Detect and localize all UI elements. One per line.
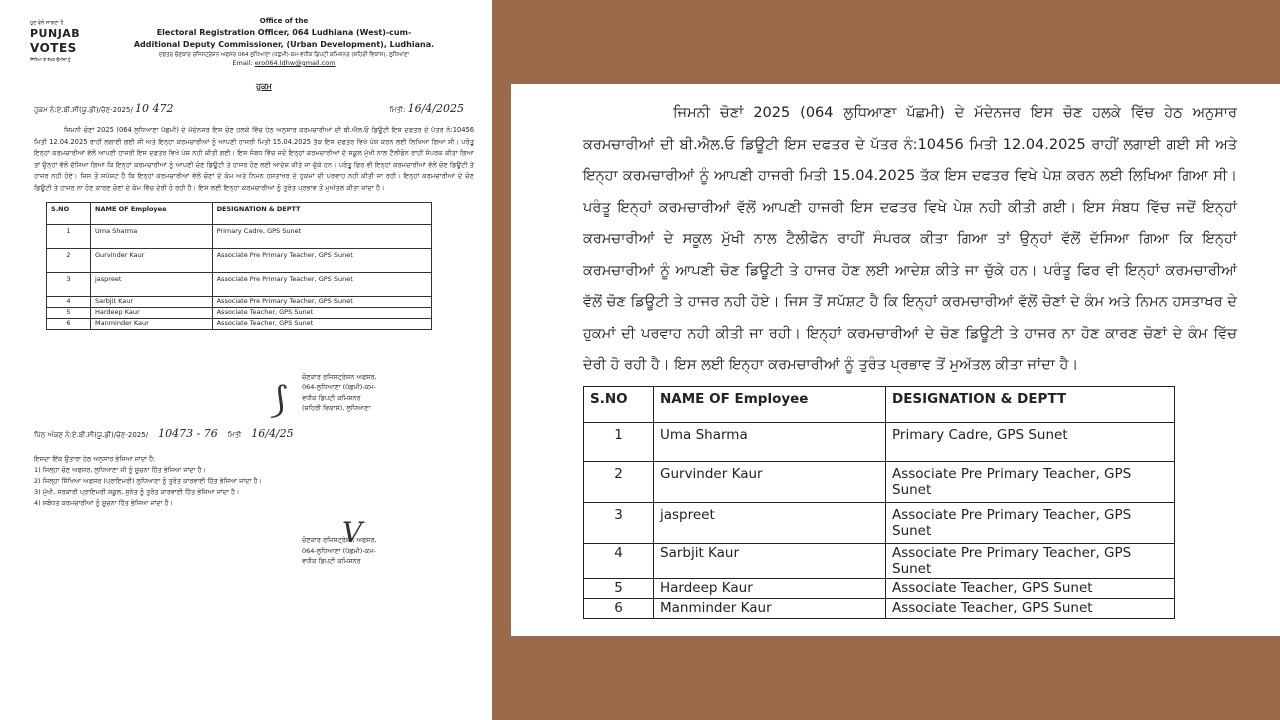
order-date-label: ਮਿਤੀ: — [389, 105, 406, 114]
para-line: ਪਰੰਤੂ ਫਿਰ ਵੀ ਇਨ੍ਹਾਂ ਕਰਮਚਾਰੀਆਂ ਵੱਲੋਂ ਚੋਣ ਡਿਊਟੀ ਤੇ ਹਾਜਰ ਨਹੀ ਹੋਏ। ਜਿਸ ਤੋਂ ਸਪੱਸ਼ਟ ਹੈ ਕਿ ਇਨ੍ਹਾਂ — [583, 262, 1237, 310]
table-row — [584, 598, 1175, 618]
endorsement-date-label: ਮਿਤੀ — [227, 430, 242, 439]
para-line: ਸੀ ਅਤੇ ਇਨ੍ਹਾ ਕਰਮਚਾਰੀਆਂ ਨੂੰ ਆਪਣੀ ਹਾਜਰੀ ਮਿਤੀ 15.04.2025 ਤੱਕ ਇਸ ਦਫਤਰ ਵਿਖੇ ਪੇਸ਼ ਕਰਨ ਲਈ — [137, 137, 407, 146]
table-row — [47, 249, 432, 273]
order-date — [390, 101, 464, 118]
para-line: ਕਰਮਚਾਰੀਆਂ ਨੂੰ ਤੁਰੰਤ ਪ੍ਰਭਾਵ ਤੋਂ ਮੁਅੱਤਲ ਕੀਤਾ ਜਾਂਦਾ ਹੈ। — [241, 183, 385, 192]
cell-designation: Associate Pre Primary Teacher, GPS Sunet — [212, 249, 431, 273]
para-line: ਜਿਮਨੀ ਚੋਣਾਂ 2025 (064 ਲੁਧਿਆਣਾ ਪੱਛਮੀ) ਦੇ ਮੱਦੇਨਜਰ ਇਸ ਚੋਣ ਹਲਕੇ ਵਿੱਚ ਹੇਠ ਅਨੁਸਾਰ — [64, 126, 297, 134]
para-line: ਦੱਸਿਆ ਗਿਆ ਕਿ ਇਨ੍ਹਾਂ ਕਰਮਚਾਰੀਆਂ ਨੂੰ ਆਪਣੀ ਚੋਣ ਡਿਊਟੀ ਤੇ ਹਾਜਰ ਹੋਣ ਲਈ ਆਦੇਸ਼ ਕੀਤੇ ਜਾ ਚੁੱਕੇ ਹਨ। — [583, 231, 1238, 279]
signature-line: ਚੋਣਕਾਰ ਰਜਿਸਟ੍ਰੇਸ਼ਨ ਅਫਸਰ, — [302, 536, 377, 545]
para-line: ਕਰਮਚਾਰੀਆਂ ਵੱਲੋਂ ਚੋਣਾਂ ਦੇ ਕੰਮ ਅਤੇ ਨਿਮਨ ਹਸਤਾਖਰ ਦੇ ਹੁਕਮਾਂ ਦੀ ਪਰਵਾਹ ਨਹੀ ਕੀਤੀ ਜਾ ਰਹੀ। ਇਨ੍ਹਾਂ — [156, 172, 420, 181]
endorsement-date-value: 16/4/25 — [251, 426, 294, 440]
cell-name: Uma Sharma — [91, 225, 213, 249]
order-heading: ਹੁਕਮ — [256, 81, 272, 91]
cell-sno: 4 — [584, 543, 654, 578]
cell-sno: 6 — [584, 598, 654, 618]
cell-designation: Associate Teacher, GPS Sunet — [212, 319, 431, 330]
cell-designation: Associate Teacher, GPS Sunet — [212, 308, 431, 319]
order-date-value: 16/4/2025 — [407, 101, 464, 115]
para-line: ਕਰਮਚਾਰੀਆਂ ਦੀ ਬੀ.ਐਲ.ਓ ਡਿਊਟੀ ਇਸ ਦਫਤਰ ਦੇ ਪੱਤਰ ਨੰ:10456 ਮਿਤੀ 12.04.2025 ਰਾਹੀਂ ਲਗਾਈ ਗਈ — [583, 136, 1191, 153]
signature-line: ਚੋਣਕਾਰ ਰਜਿਸਟ੍ਰੇਸ਼ਨ ਅਫਸਰ, — [302, 373, 377, 382]
signature-line: 064-ਲੁਧਿਆਣਾ (ਪੱਛਮੀ)-ਕਮ- — [302, 383, 376, 392]
office-line3: Additional Deputy Commissioner, (Urban Development), Ludhiana. — [133, 39, 435, 49]
logo-top-text: ਹੁਣ ਵੇਲੇ ਜਾਗਣਾ ਹੈ — [30, 20, 64, 26]
punjab-votes-logo — [30, 20, 90, 63]
header-name: NAME OF Employee — [654, 386, 886, 422]
para-line: ਲਿਖਿਆ ਗਿਆ ਸੀ। ਪਰੰਤੂ ਇਨ੍ਹਾਂ ਕਰਮਚਾਰੀਆਂ ਵੱਲੋਂ ਆਪਣੀ ਹਾਜਰੀ ਇਸ ਦਫਤਰ ਵਿਖੇ ਪੇਸ਼ ਨਹੀ ਕੀਤੀ ਗਈ। — [583, 168, 1237, 216]
office-email — [94, 59, 474, 69]
cell-designation: Associate Teacher, GPS Sunet — [886, 578, 1175, 598]
cell-sno: 4 — [47, 297, 91, 308]
cell-name: Manminder Kaur — [91, 319, 213, 330]
para-line: ਕਰਮਚਾਰੀਆਂ ਦੀ ਬੀ.ਐਲ.ਓ ਡਿਊਟੀ ਇਸ ਦਫਤਰ ਦੇ ਪੱਤਰ ਨੰ:10456 ਮਿਤੀ 12.04.2025 ਰਾਹੀਂ ਲਗਾਈ ਗਈ — [34, 126, 474, 146]
cell-sno: 5 — [47, 308, 91, 319]
table-row — [584, 578, 1175, 598]
signature-mark-icon: V — [342, 516, 363, 550]
table-row — [47, 225, 432, 249]
signature-block — [272, 372, 474, 422]
table-row — [47, 297, 432, 308]
signature-mark-icon: ⟆ — [272, 380, 287, 422]
table-row — [584, 543, 1175, 578]
logo-brand-line2: VOTES — [30, 41, 77, 56]
para-line: ਇਸ ਸੰਬਧ ਵਿੱਚ ਜਦੋਂ ਇਨ੍ਹਾਂ ਕਰਮਚਾਰੀਆਂ ਦੇ ਸਕੂਲ ਮੁੱਖੀ ਨਾਲ ਟੈਲੀਫੋਨ ਰਾਹੀਂ ਸੰਪਰਕ ਕੀਤਾ ਗਿਆ ਤਾਂ ਉਨ੍ਹਾਂ ਵੱਲੋਂ — [34, 149, 474, 169]
scanned-order-page — [0, 0, 492, 720]
cell-sno: 5 — [584, 578, 654, 598]
table-row — [584, 502, 1175, 543]
endorsement-prefix: ਪਿੱਠ ਅੰਕਣ ਨੰ:ਏ.ਬੀ.ਸੀ(ਯੂ.ਡੀ)/ਚੋਣ-2025/ — [34, 430, 149, 439]
cell-name: Hardeep Kaur — [654, 578, 886, 598]
para-line: ਇਸ ਸੰਬਧ ਵਿੱਚ ਜਦੋਂ ਇਨ੍ਹਾਂ ਕਰਮਚਾਰੀਆਂ ਦੇ ਸਕੂਲ ਮੁੱਖੀ ਨਾਲ ਟੈਲੀਫੋਨ ਰਾਹੀਂ ਸੰਪਰਕ ਕੀਤਾ ਗਿਆ ਤਾਂ ਉਨ੍ਹਾਂ ਵੱਲੋਂ — [583, 199, 1238, 247]
table-row — [47, 319, 432, 330]
cell-designation: Associate Pre Primary Teacher, GPS Sunet — [212, 297, 431, 308]
para-line: ਦੱਸਿਆ ਗਿਆ ਕਿ ਇਨ੍ਹਾਂ ਕਰਮਚਾਰੀਆਂ ਨੂੰ ਆਪਣੀ ਚੋਣ ਡਿਊਟੀ ਤੇ ਹਾਜਰ ਹੋਣ ਲਈ ਆਦੇਸ਼ ਕੀਤੇ ਜਾ ਚੁੱਕੇ ਹਨ। — [70, 160, 337, 169]
employee-table-small — [46, 202, 432, 330]
copy-item: 1) ਜਿਲ੍ਹਾ ਚੋਣ ਅਫਸਰ, ਲੁਧਿਆਣਾ ਜੀ ਨੂੰ ਸੂਚਨਾ ਹਿੱਤ ਭੇਜਿਆ ਜਾਂਦਾ ਹੈ। — [34, 466, 206, 475]
email-label: Email: — [232, 58, 253, 67]
logo-bottom-text: ਜਿੱਤਿਆ ਕੇ ਰੱਖਣ ਉਮੀਦਾਂ ਨੂੰ — [30, 57, 71, 63]
header-designation: DESIGNATION & DEPTT — [886, 386, 1175, 422]
order-paragraph-large — [583, 98, 1237, 382]
copy-intro: ਇਸਦਾ ਇੱਕ ਉਤਾਰਾ ਹੇਠ ਅਨੁਸਾਰ ਭੇਜਿਆ ਜਾਂਦਾ ਹੈ: — [34, 455, 156, 464]
header-sno: S.NO — [584, 386, 654, 422]
para-line: ਲਿਖਿਆ ਗਿਆ ਸੀ। ਪਰੰਤੂ ਇਨ੍ਹਾਂ ਕਰਮਚਾਰੀਆਂ ਵੱਲੋਂ ਆਪਣੀ ਹਾਜਰੀ ਇਸ ਦਫਤਰ ਵਿਖੇ ਪੇਸ਼ ਨਹੀ ਕੀਤੀ ਗਈ। — [34, 137, 474, 158]
cell-designation: Primary Cadre, GPS Sunet — [886, 422, 1175, 461]
signature-line: (ਸ਼ਹਿਰੀ ਵਿਕਾਸ), ਲੁਧਿਆਣਾ — [302, 404, 371, 413]
para-line: ਕਰਮਚਾਰੀਆਂ ਦੇ ਚੋਣ ਡਿਊਟੀ ਤੇ ਹਾਜਰ ਨਾ ਹੋਣ ਕਾਰਣ ਚੋਣਾਂ ਦੇ ਕੰਮ ਵਿੱਚ ਦੇਰੀ ਹੋ ਰਹੀ ਹੈ। ਇਸ ਲਈ ਇਨ੍ਹਾ — [583, 325, 1237, 373]
cell-sno: 3 — [584, 502, 654, 543]
cell-name: Gurvinder Kaur — [654, 461, 886, 502]
office-line1: Office of the — [259, 17, 309, 25]
order-paragraph-small — [34, 125, 474, 194]
cell-sno: 3 — [47, 273, 91, 297]
cell-sno: 6 — [47, 319, 91, 330]
cell-name: jaspreet — [654, 502, 886, 543]
order-ref-prefix: ਹੁਕਮ ਨੰ:ਏ.ਬੀ.ਸੀ(ਯੂ.ਡੀ)/ਚੋਣ-2025/ — [34, 105, 133, 114]
signature-block-2 — [302, 516, 474, 566]
cell-designation: Associate Pre Primary Teacher, GPS Sunet — [886, 543, 1175, 578]
endorsement-number: 10473 - 76 — [158, 426, 218, 440]
cell-name: Uma Sharma — [654, 422, 886, 461]
signature-line: ਵਧੀਕ ਡਿਪਟੀ ਕਮਿਸ਼ਨਰ — [302, 557, 361, 566]
cell-name: jaspreet — [91, 273, 213, 297]
cell-name: Hardeep Kaur — [91, 308, 213, 319]
cell-designation: Primary Cadre, GPS Sunet — [212, 225, 431, 249]
copy-item: 3) ਮੁੱਖੀ, ਸਰਕਾਰੀ ਪ੍ਰਾਇਮਰੀ ਸਕੂਲ, ਸੁਨੇਤ ਨੂੰ ਤੁਰੰਤ ਕਾਰਵਾਈ ਹਿੱਤ ਭੇਜਿਆ ਜਾਂਦਾ ਹੈ। — [34, 488, 240, 497]
table-row — [584, 461, 1175, 502]
office-header — [34, 16, 474, 69]
endorsement-ref-line — [34, 426, 474, 443]
zoomed-crop-panel — [511, 84, 1280, 636]
office-line2: Electoral Registration Officer, 064 Ludhiana (West)-cum- — [156, 27, 412, 37]
para-line: ਕਰਮਚਾਰੀਆਂ ਦੇ ਚੋਣ ਡਿਊਟੀ ਤੇ ਹਾਜਰ ਨਾ ਹੋਣ ਕਾਰਣ ਚੋਣਾਂ ਦੇ ਕੰਮ ਵਿੱਚ ਦੇਰੀ ਹੋ ਰਹੀ ਹੈ। ਇਸ ਲਈ ਇਨ੍ਹਾ — [34, 172, 474, 192]
logo-brand-line1: PUNJAB — [30, 26, 81, 40]
para-line: ਪਰੰਤੂ ਫਿਰ ਵੀ ਇਨ੍ਹਾਂ ਕਰਮਚਾਰੀਆਂ ਵੱਲੋਂ ਚੋਣ ਡਿਊਟੀ ਤੇ ਹਾਜਰ ਨਹੀ ਹੋਏ। ਜਿਸ ਤੋਂ ਸਪੱਸ਼ਟ ਹੈ ਕਿ ਇਨ੍ਹਾਂ — [34, 160, 474, 181]
copy-item: 2) ਜਿਲ੍ਹਾ ਸਿੱਖਿਆ ਅਫਸਰ (ਪ੍ਰਾਇਮਰੀ) ਲੁਧਿਆਣਾ ਨੂੰ ਤੁਰੰਤ ਕਾਰਵਾਈ ਹਿੱਤ ਭੇਜਿਆ ਜਾਂਦਾ ਹੈ। — [34, 477, 262, 486]
order-ref-number: 10 472 — [135, 101, 174, 115]
para-line: ਕਰਮਚਾਰੀਆਂ ਨੂੰ ਤੁਰੰਤ ਪ੍ਰਭਾਵ ਤੋਂ ਮੁਅੱਤਲ ਕੀਤਾ ਜਾਂਦਾ ਹੈ। — [768, 357, 1079, 373]
cell-name: Gurvinder Kaur — [91, 249, 213, 273]
cell-designation: Associate Pre Primary Teacher, GPS Sunet — [886, 461, 1175, 502]
para-line: ਕਰਮਚਾਰੀਆਂ ਵੱਲੋਂ ਚੋਣਾਂ ਦੇ ਕੰਮ ਅਤੇ ਨਿਮਨ ਹਸਤਾਖਰ ਦੇ ਹੁਕਮਾਂ ਦੀ ਪਰਵਾਹ ਨਹੀ ਕੀਤੀ ਜਾ ਰਹੀ। ਇਨ੍ਹਾਂ — [583, 294, 1238, 342]
copy-to-list — [34, 454, 474, 509]
cell-sno: 2 — [47, 249, 91, 273]
cell-sno: 1 — [47, 225, 91, 249]
para-line: ਸੀ ਅਤੇ ਇਨ੍ਹਾ ਕਰਮਚਾਰੀਆਂ ਨੂੰ ਆਪਣੀ ਹਾਜਰੀ ਮਿਤੀ 15.04.2025 ਤੱਕ ਇਸ ਦਫਤਰ ਵਿਖੇ ਪੇਸ਼ ਕਰਨ ਲਈ — [583, 136, 1237, 184]
table-row — [47, 273, 432, 297]
office-line4-punjabi: ਦਫਤਰ ਚੋਣਕਾਰ ਰਜਿਸਟ੍ਰੇਸ਼ਨ ਅਫਸਰ 064 ਲੁਧਿਆਣਾ (ਪੱਛਮੀ)-ਕਮ-ਵਧੀਕ ਡਿਪਟੀ ਕਮਿਸ਼ਨਰ (ਸ਼ਹਿਰੀ ਵਿਕਾਸ), ਲੁਧਿਆਣਾ — [158, 51, 410, 58]
cell-sno: 1 — [584, 422, 654, 461]
header-sno: S.NO — [47, 203, 91, 225]
copy-item: 4) ਸਬੰਧਤ ਕਰਮਚਾਰੀਆਂ ਨੂੰ ਸੂਚਨਾ ਹਿੱਤ ਭੇਜਿਆ ਜਾਂਦਾ ਹੈ। — [34, 499, 174, 508]
table-row — [47, 308, 432, 319]
email-link[interactable]: ero064.ldhw@gmail.com — [254, 58, 336, 67]
order-ref — [34, 101, 174, 118]
cell-designation: Associate Pre Primary Teacher, GPS Sunet — [886, 502, 1175, 543]
cell-sno: 2 — [584, 461, 654, 502]
cell-name: Sarbjit Kaur — [91, 297, 213, 308]
cell-name: Manminder Kaur — [654, 598, 886, 618]
cell-designation: Associate Teacher, GPS Sunet — [886, 598, 1175, 618]
cell-name: Sarbjit Kaur — [654, 543, 886, 578]
table-row — [584, 422, 1175, 461]
header-name: NAME OF Employee — [91, 203, 213, 225]
signature-line: ਵਧੀਕ ਡਿਪਟੀ ਕਮਿਸ਼ਨਰ — [302, 393, 361, 402]
signature-line: 064-ਲੁਧਿਆਣਾ (ਪੱਛਮੀ)-ਕਮ- — [302, 546, 376, 555]
header-designation: DESIGNATION & DEPTT — [212, 203, 431, 225]
para-line: ਜਿਮਨੀ ਚੋਣਾਂ 2025 (064 ਲੁਧਿਆਣਾ ਪੱਛਮੀ) ਦੇ ਮੱਦੇਨਜਰ ਇਸ ਚੋਣ ਹਲਕੇ ਵਿੱਚ ਹੇਠ ਅਨੁਸਾਰ — [673, 105, 1237, 121]
order-ref-line — [34, 101, 474, 118]
cell-designation: Associate Pre Primary Teacher, GPS Sunet — [212, 273, 431, 297]
employee-table-large — [583, 386, 1175, 619]
